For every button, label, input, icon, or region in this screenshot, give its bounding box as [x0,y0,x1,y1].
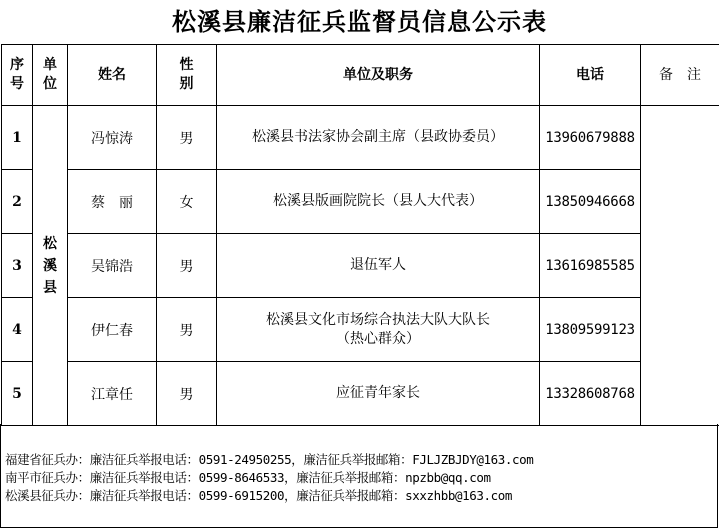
row-seq: 5 [2,362,33,426]
header-remark: 备 注 [641,45,719,106]
row-phone: 13616985585 [540,234,641,298]
row-gender: 男 [157,298,217,362]
row-position: 松溪县版画院院长（县人大代表） [217,170,540,234]
table-row [2,298,719,362]
row-position: 退伍军人 [217,234,540,298]
row-gender: 女 [157,170,217,234]
footer-line-city: 南平市征兵办：廉洁征兵举报电话：0599-8646533，廉洁征兵举报邮箱：npzbb@qq.com [5,470,491,485]
header-unit: 单 位 [33,45,68,106]
row-phone: 13850946668 [540,170,641,234]
header-position: 单位及职务 [217,45,540,106]
info-table [1,44,719,426]
row-seq: 2 [2,170,33,234]
row-name: 冯惊涛 [68,106,157,170]
footer-contacts [0,424,718,528]
table-row [2,170,719,234]
header-seq: 序 号 [2,45,33,106]
unit-cell: 松 溪 县 [33,106,68,426]
row-name: 蔡 丽 [68,170,157,234]
row-seq: 1 [2,106,33,170]
footer-line-county: 松溪县征兵办：廉洁征兵举报电话：0599-6915200，廉洁征兵举报邮箱：sxxzhbb@163.com [5,488,512,503]
row-name: 江章任 [68,362,157,426]
row-position: 松溪县文化市场综合执法大队大队长 （热心群众） [217,298,540,362]
table-row [2,234,719,298]
footer-line-province: 福建省征兵办：廉洁征兵举报电话：0591-24950255，廉洁征兵举报邮箱：FJLJZBJDY@163.com [5,452,534,467]
row-seq: 4 [2,298,33,362]
table-row [2,106,719,170]
row-phone: 13328608768 [540,362,641,426]
row-position: 应征青年家长 [217,362,540,426]
row-position: 松溪县书法家协会副主席（县政协委员） [217,106,540,170]
header-gender: 性 别 [157,45,217,106]
remark-cell [641,106,719,426]
row-name: 伊仁春 [68,298,157,362]
row-phone: 13809599123 [540,298,641,362]
row-gender: 男 [157,362,217,426]
row-phone: 13960679888 [540,106,641,170]
table-header-row [2,45,719,106]
row-gender: 男 [157,234,217,298]
row-gender: 男 [157,106,217,170]
header-name: 姓名 [68,45,157,106]
page-title: 松溪县廉洁征兵监督员信息公示表 [172,8,547,36]
header-phone: 电话 [540,45,641,106]
row-seq: 3 [2,234,33,298]
row-name: 吴锦浩 [68,234,157,298]
table-row [2,362,719,426]
